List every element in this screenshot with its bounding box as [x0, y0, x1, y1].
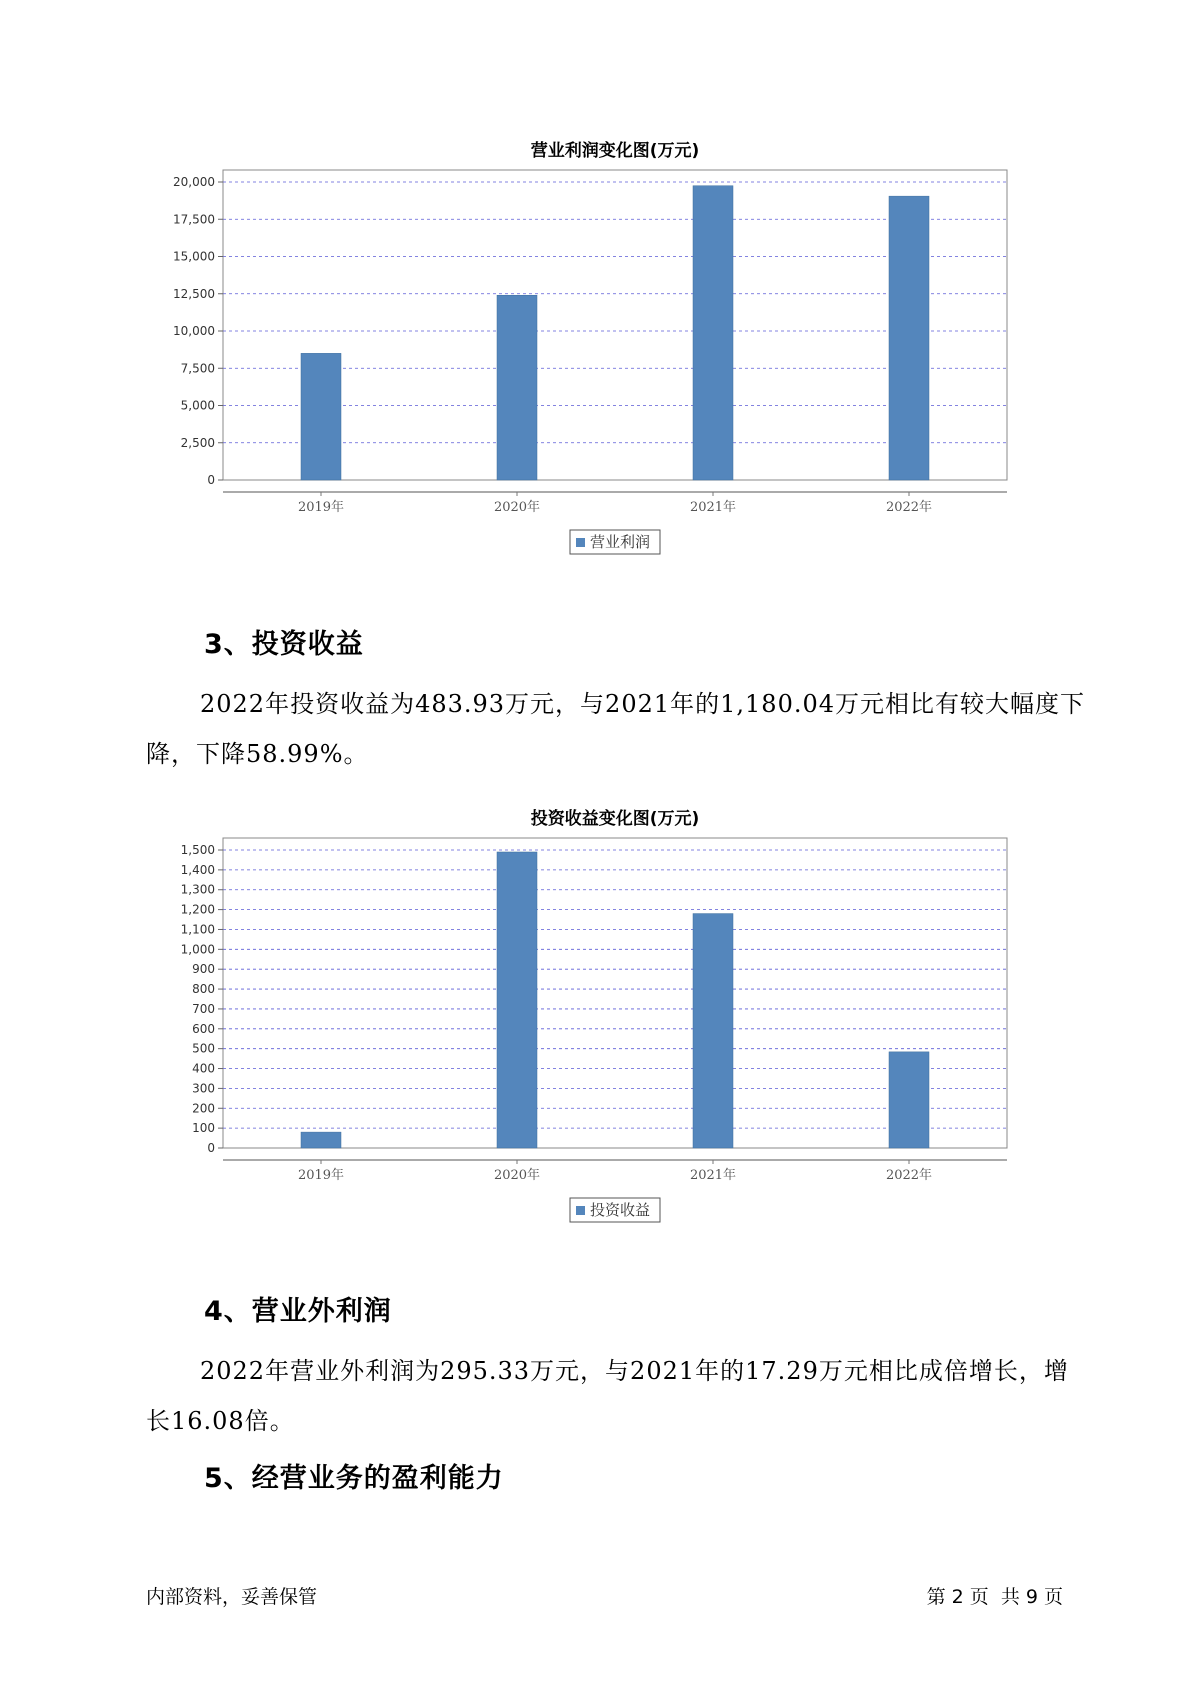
section-5-heading: 5、经营业务的盈利能力 [204, 1463, 504, 1494]
profit-chart-bar-2019年 [301, 353, 341, 480]
invest-chart-y-tick-label: 0 [207, 1141, 215, 1155]
footer-confidential-note: 内部资料，妥善保管 [146, 1586, 318, 1608]
profit-chart-bar-2022年 [889, 196, 929, 480]
invest-chart-bar-2019年 [301, 1132, 341, 1148]
invest-chart-legend-swatch [576, 1206, 585, 1215]
investment-income-chart-svg [150, 798, 1030, 1268]
investment-income-chart [150, 798, 1030, 1268]
profit-chart-y-tick-label: 12,500 [173, 286, 215, 301]
profit-chart-y-tick-label: 10,000 [173, 324, 215, 338]
invest-chart-y-tick-label: 1,100 [180, 922, 215, 937]
profit-chart-y-tick-label: 20,000 [173, 175, 215, 189]
invest-chart-x-tick-label: 2022年 [885, 1168, 933, 1183]
invest-chart-y-tick-label: 900 [192, 962, 215, 977]
profit-chart-legend-label: 营业利润 [590, 533, 651, 551]
profit-chart-y-tick-label: 17,500 [173, 212, 215, 227]
section-4-heading: 4、营业外利润 [204, 1296, 392, 1327]
profit-chart-x-tick-label: 2019年 [297, 500, 345, 515]
profit-chart-y-tick-label: 0 [207, 473, 215, 487]
footer-page-number: 第 2 页 共 9 页 [926, 1586, 1063, 1608]
invest-chart-x-tick-label: 2020年 [493, 1168, 541, 1183]
profit-chart-y-tick-label: 5,000 [180, 398, 215, 413]
invest-chart-y-tick-label: 100 [192, 1121, 215, 1136]
profit-chart-y-tick-label: 15,000 [173, 249, 215, 264]
invest-chart-y-tick-label: 1,500 [180, 843, 215, 857]
invest-chart-y-tick-label: 300 [192, 1081, 215, 1096]
invest-chart-y-tick-label: 500 [192, 1041, 215, 1056]
profit-chart-legend [570, 530, 660, 554]
profit-chart-bar-2020年 [497, 295, 537, 480]
invest-chart-y-tick-label: 400 [192, 1061, 215, 1076]
profit-chart-x-tick-label: 2020年 [493, 500, 541, 515]
invest-chart-title: 投资收益变化图(万元) [530, 809, 700, 829]
profit-chart-title: 营业利润变化图(万元) [530, 141, 700, 161]
invest-chart-x-tick-label: 2019年 [297, 1168, 345, 1183]
profit-chart-x-tick-label: 2021年 [689, 500, 737, 515]
section-3-heading: 3、投资收益 [204, 629, 364, 660]
invest-chart-y-tick-label: 1,400 [180, 862, 215, 877]
invest-chart-y-tick-label: 600 [192, 1021, 215, 1036]
invest-chart-y-tick-label: 1,200 [180, 902, 215, 917]
invest-chart-y-tick-label: 200 [192, 1101, 215, 1116]
profit-chart-bar-2021年 [693, 186, 733, 480]
operating-profit-chart-svg [150, 130, 1030, 600]
section-3-paragraph: 2022年投资收益为483.93万元，与2021年的1,180.04万元相比有较大幅度下降，下降58.99%。 [146, 690, 1086, 768]
invest-chart-x-tick-label: 2021年 [689, 1168, 737, 1183]
invest-chart-bar-2022年 [889, 1052, 929, 1148]
invest-chart-legend-label: 投资收益 [590, 1201, 651, 1219]
profit-chart-legend-swatch [576, 538, 585, 547]
invest-chart-bar-2021年 [693, 914, 733, 1148]
invest-chart-y-tick-label: 800 [192, 982, 215, 997]
profit-chart-y-tick-label: 2,500 [180, 435, 215, 450]
invest-chart-legend [570, 1198, 660, 1222]
invest-chart-y-tick-label: 1,000 [180, 942, 215, 957]
invest-chart-y-tick-label: 700 [192, 1001, 215, 1016]
profit-chart-y-tick-label: 7,500 [180, 361, 215, 376]
invest-chart-bar-2020年 [497, 852, 537, 1148]
invest-chart-y-tick-label: 1,300 [180, 882, 215, 897]
section-4-paragraph: 2022年营业外利润为295.33万元，与2021年的17.29万元相比成倍增长，增长16.08倍。 [146, 1357, 1069, 1435]
profit-chart-x-tick-label: 2022年 [885, 500, 933, 515]
operating-profit-chart [150, 130, 1030, 600]
